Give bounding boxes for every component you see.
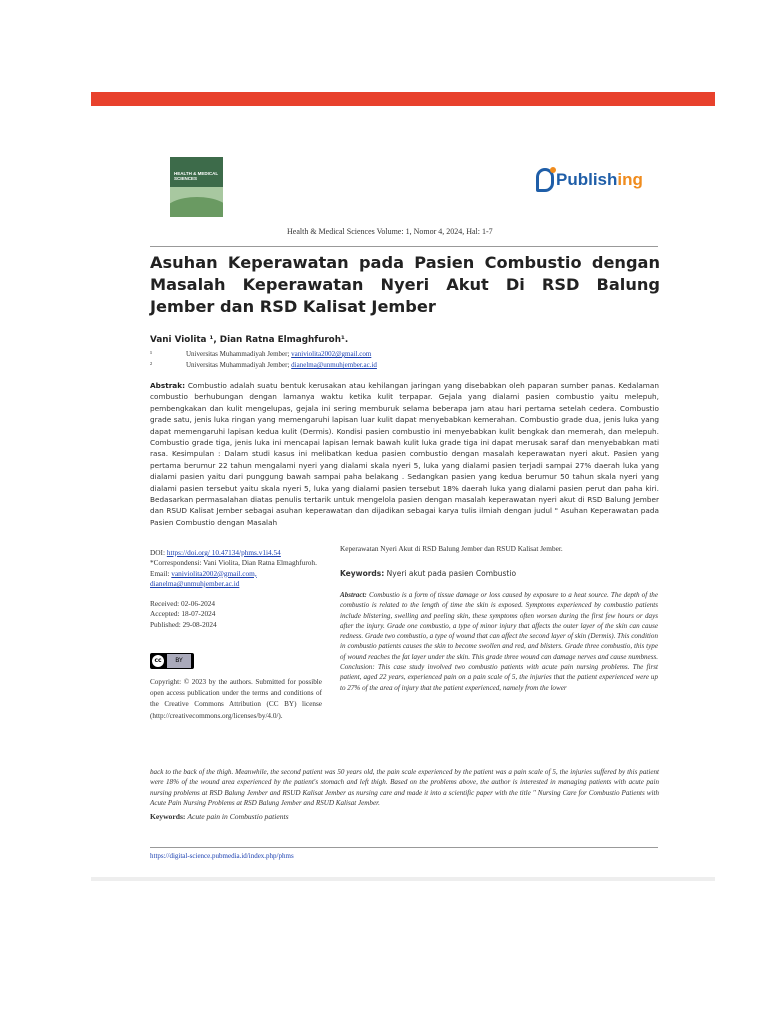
correspondence: *Correspondensi: Vani Violita, Dian Ratna Elmaghfuroh. bbox=[150, 558, 317, 568]
cover-title: HEALTH & MEDICAL SCIENCES bbox=[174, 171, 219, 181]
journal-cover-thumbnail bbox=[170, 157, 223, 217]
cc-license-badge[interactable] bbox=[150, 653, 194, 669]
affiliation-email-link[interactable]: vaniviolita2002@gmail.com bbox=[291, 350, 372, 358]
cc-icon: cc bbox=[152, 655, 164, 667]
publisher-logo-text: Publish bbox=[556, 170, 618, 189]
footer-divider bbox=[150, 847, 658, 848]
abstract-indonesian bbox=[150, 380, 659, 528]
publisher-logo bbox=[536, 166, 643, 194]
publisher-logo-icon bbox=[536, 168, 554, 192]
email-line: Email: vaniviolita2002@gmail.com, bbox=[150, 568, 257, 578]
accepted-date: Accepted: 18-07-2024 bbox=[150, 609, 216, 619]
divider bbox=[150, 246, 658, 247]
abstract-label: Abstrak: bbox=[150, 381, 185, 390]
author-list: Vani Violita ¹, Dian Ratna Elmaghfuroh¹. bbox=[150, 335, 349, 345]
email-link-2[interactable]: dianelma@unmuhjember.ac.id bbox=[150, 578, 240, 588]
publisher-logo-text-accent: ing bbox=[617, 170, 643, 189]
affiliation-1: ¹ Universitas Muhammadiyah Jember; vaniviolita2002@gmail.com bbox=[150, 350, 372, 358]
abstract-english-continuation: back to the back of the thigh. Meanwhile, the second patient was 50 years old, the pain scale experienced by the patient was a pain scale of 5, the injuries suffered by this patient were 18% of the wound area experienced by the patient's stomach and left thigh. Based on the problems above, the author is interested in managing patients with acute pain nursing problems at RSD Balung Jember and RSUD Kalisat Jember as nursing care and made it into a scientific paper with the title " Nursing Care for Combustio Patients with Acute Pain Nursing Problems at RSD Balung Jember and RSUD Kalisat Jember. bbox=[150, 768, 659, 808]
doi-link[interactable]: https://doi.org/ 10.47134/phms.v1i4.54 bbox=[166, 548, 281, 557]
paper-title: Asuhan Keperawatan pada Pasien Combustio dengan Masalah Keperawatan Nyeri Akut Di RSD Balung Jember dan RSD Kalisat Jember bbox=[150, 253, 660, 316]
doi-line: DOI: https://doi.org/ 10.47134/phms.v1i4.54 bbox=[150, 548, 281, 557]
email-link-1[interactable]: vaniviolita2002@gmail.com, bbox=[171, 568, 257, 578]
affiliation-2: ² Universitas Muhammadiyah Jember; dianelma@unmuhjember.ac.id bbox=[150, 361, 377, 369]
affiliation-email-link[interactable]: dianelma@unmuhjember.ac.id bbox=[291, 361, 377, 369]
journal-url-link[interactable]: https://digital-science.pubmedia.id/index.php/phms bbox=[150, 852, 294, 860]
footer-bar bbox=[91, 877, 715, 881]
published-date: Published: 29-08-2024 bbox=[150, 619, 217, 629]
received-date: Received: 02-06-2024 bbox=[150, 599, 216, 609]
copyright-notice: Copyright: © 2023 by the authors. Submitted for possible open access publication under the terms and conditions of the Creative Commons Attribution (CC BY) license (http://creativecommons.org/licenses/by/4.0/). bbox=[150, 678, 322, 720]
keywords-indonesian: Keywords: Nyeri akut pada pasien Combustio bbox=[340, 568, 517, 578]
article-meta-column bbox=[150, 548, 318, 630]
by-icon: BY bbox=[167, 654, 191, 668]
abstract-continuation: Keperawatan Nyeri Akut di RSD Balung Jember dan RSUD Kalisat Jember. bbox=[340, 544, 563, 553]
abstract-english: Abstract: Combustio is a form of tissue damage or loss caused by exposure to a heat source. The depth of the combustio is related to the length of time the skin is exposed. Symptoms experienced by combustio patients include blistering, swelling and peeling skin, these symptoms often worsen during the first few hours or days after the injury. Grade one combustio, a type of minor injury that affects the outer layer of the skin can cause redness. Grade two combustio, a type of wound that can affect the second layer of skin (Dermis). This condition in combustio patients causes the skin to become swollen and red, and blisters. Grade three combustio, this type of wound reaches the fat layer under the skin. This grade three wound can damage nerves and cause numbness. Conclusion: This case study involved two combustio patients with acute pain nursing problems. The first patient, aged 22 years, experienced pain on a pain scale of 5, the injuries that the patient experienced were up to 27% of the area of injury that the patient experienced, namely from the lower bbox=[340, 591, 658, 692]
header-color-bar bbox=[91, 92, 715, 106]
keywords-english: Keywords: Acute pain in Combustio patients bbox=[150, 812, 289, 821]
journal-header-line: Health & Medical Sciences Volume: 1, Nomor 4, 2024, Hal: 1-7 bbox=[287, 227, 493, 236]
abstract-text: Combustio adalah suatu bentuk kerusakan atau kehilangan jaringan yang disebabkan oleh paparan sumber panas. Kedalaman combustio berhubungan dengan lamanya waktu ketika kulit terpapar. Gejala yang dialami pasien combustio yaitu melepuh, pembengkakan dan kulit mengelupas, gejala ini sering memburuk selama beberapa jam atau hari pertama setelah cedera. Combustio grade satu, jenis luka ringan yang memengaruhi lapisan luar kulit dapat menyebabkan kemerahan. Combustio grade dua, jenis luka yang dapat memengaruhi lapisan kedua kulit (Dermis). Kondisi pasien combustio ini menyebabkan kulit bengkak dan memerah, dan melepuh. Combustio grade tiga, jenis luka ini mencapai lapisan lemak bawah kulit luka grade tiga ini dapat merusak saraf dan menyebabkan mati rasa. Kesimpulan : Dalam studi kasus ini melibatkan kedua pasien combustio dengan masalah keperawatan nyeri akut. Pasien yang pertama berumur 22 tahun mengalami nyeri yang dialami skala nyeri 5, luka yang dialami pasien terjadi sampai 27% daerah luka yang dialami pasien yaitu dari punggung bawah sampai paha belakang . Sedangkan pasien yang kedua berumur 50 tahun skala nyeri yang dialami pasien tersebut yaitu skala nyeri 5, luka yang dialami pasien tersebut 18% daerah luka yang dialami pasien perut dan paha kiri. Bedasarkan permasalahan diatas penulis tertarik untuk mengelola pasien dengan masalah keperawatan nyeri akut di RSD Balung Jember dan RSUD Kalisat Jember sebagai asuhan keperawatan dan dijadikan sebagai karya tulis ilmiah dengan judul " Asuhan Keperawatan pada Pasien Combustio dengan Masalah bbox=[150, 381, 659, 527]
abstract-right-column bbox=[340, 544, 658, 693]
